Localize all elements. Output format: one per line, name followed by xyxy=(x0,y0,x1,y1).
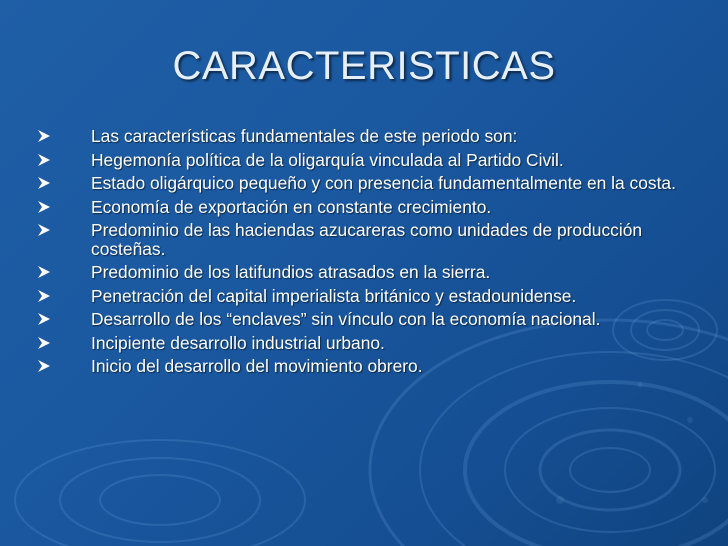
arrowhead-bullet-icon xyxy=(38,177,50,189)
list-item-text: Inicio del desarrollo del movimiento obrero. xyxy=(91,356,423,376)
list-item-text: Economía de exportación en constante crecimiento. xyxy=(91,196,492,217)
list-item-text: Predominio de las haciendas azucareras como unidades de producción costeñas. xyxy=(91,220,643,259)
list-item xyxy=(38,198,678,217)
slide-title: CARACTERISTICAS xyxy=(172,44,556,88)
list-item xyxy=(38,357,678,376)
bullet-list xyxy=(38,127,678,381)
arrowhead-bullet-icon xyxy=(38,290,50,302)
list-item-text: Estado oligárquico pequeño y con presencia fundamentalmente en la costa. xyxy=(91,173,676,193)
list-item-text: Las características fundamentales de este periodo son: xyxy=(91,126,518,146)
arrowhead-bullet-icon xyxy=(38,224,50,236)
list-item xyxy=(38,221,678,258)
list-item xyxy=(38,263,678,282)
arrowhead-bullet-icon xyxy=(38,154,50,166)
arrowhead-bullet-icon xyxy=(38,130,50,142)
arrowhead-bullet-icon xyxy=(38,337,50,349)
list-item xyxy=(38,310,678,329)
list-item-text: Penetración del capital imperialista británico y estadounidense. xyxy=(91,285,577,306)
list-item-text: Hegemonía política de la oligarquía vinculada al Partido Civil. xyxy=(91,149,564,170)
list-item xyxy=(38,127,678,146)
list-item-text: Predominio de los latifundios atrasados en la sierra. xyxy=(91,262,491,282)
list-item xyxy=(38,151,678,170)
list-item xyxy=(38,174,678,193)
list-item-text: Desarrollo de los “enclaves” sin vínculo con la economía nacional. xyxy=(91,309,601,329)
list-item xyxy=(38,287,678,306)
list-item xyxy=(38,334,678,353)
arrowhead-bullet-icon xyxy=(38,266,50,278)
arrowhead-bullet-icon xyxy=(38,201,50,213)
list-item-text: Incipiente desarrollo industrial urbano. xyxy=(91,332,385,353)
arrowhead-bullet-icon xyxy=(38,313,50,325)
arrowhead-bullet-icon xyxy=(38,360,50,372)
